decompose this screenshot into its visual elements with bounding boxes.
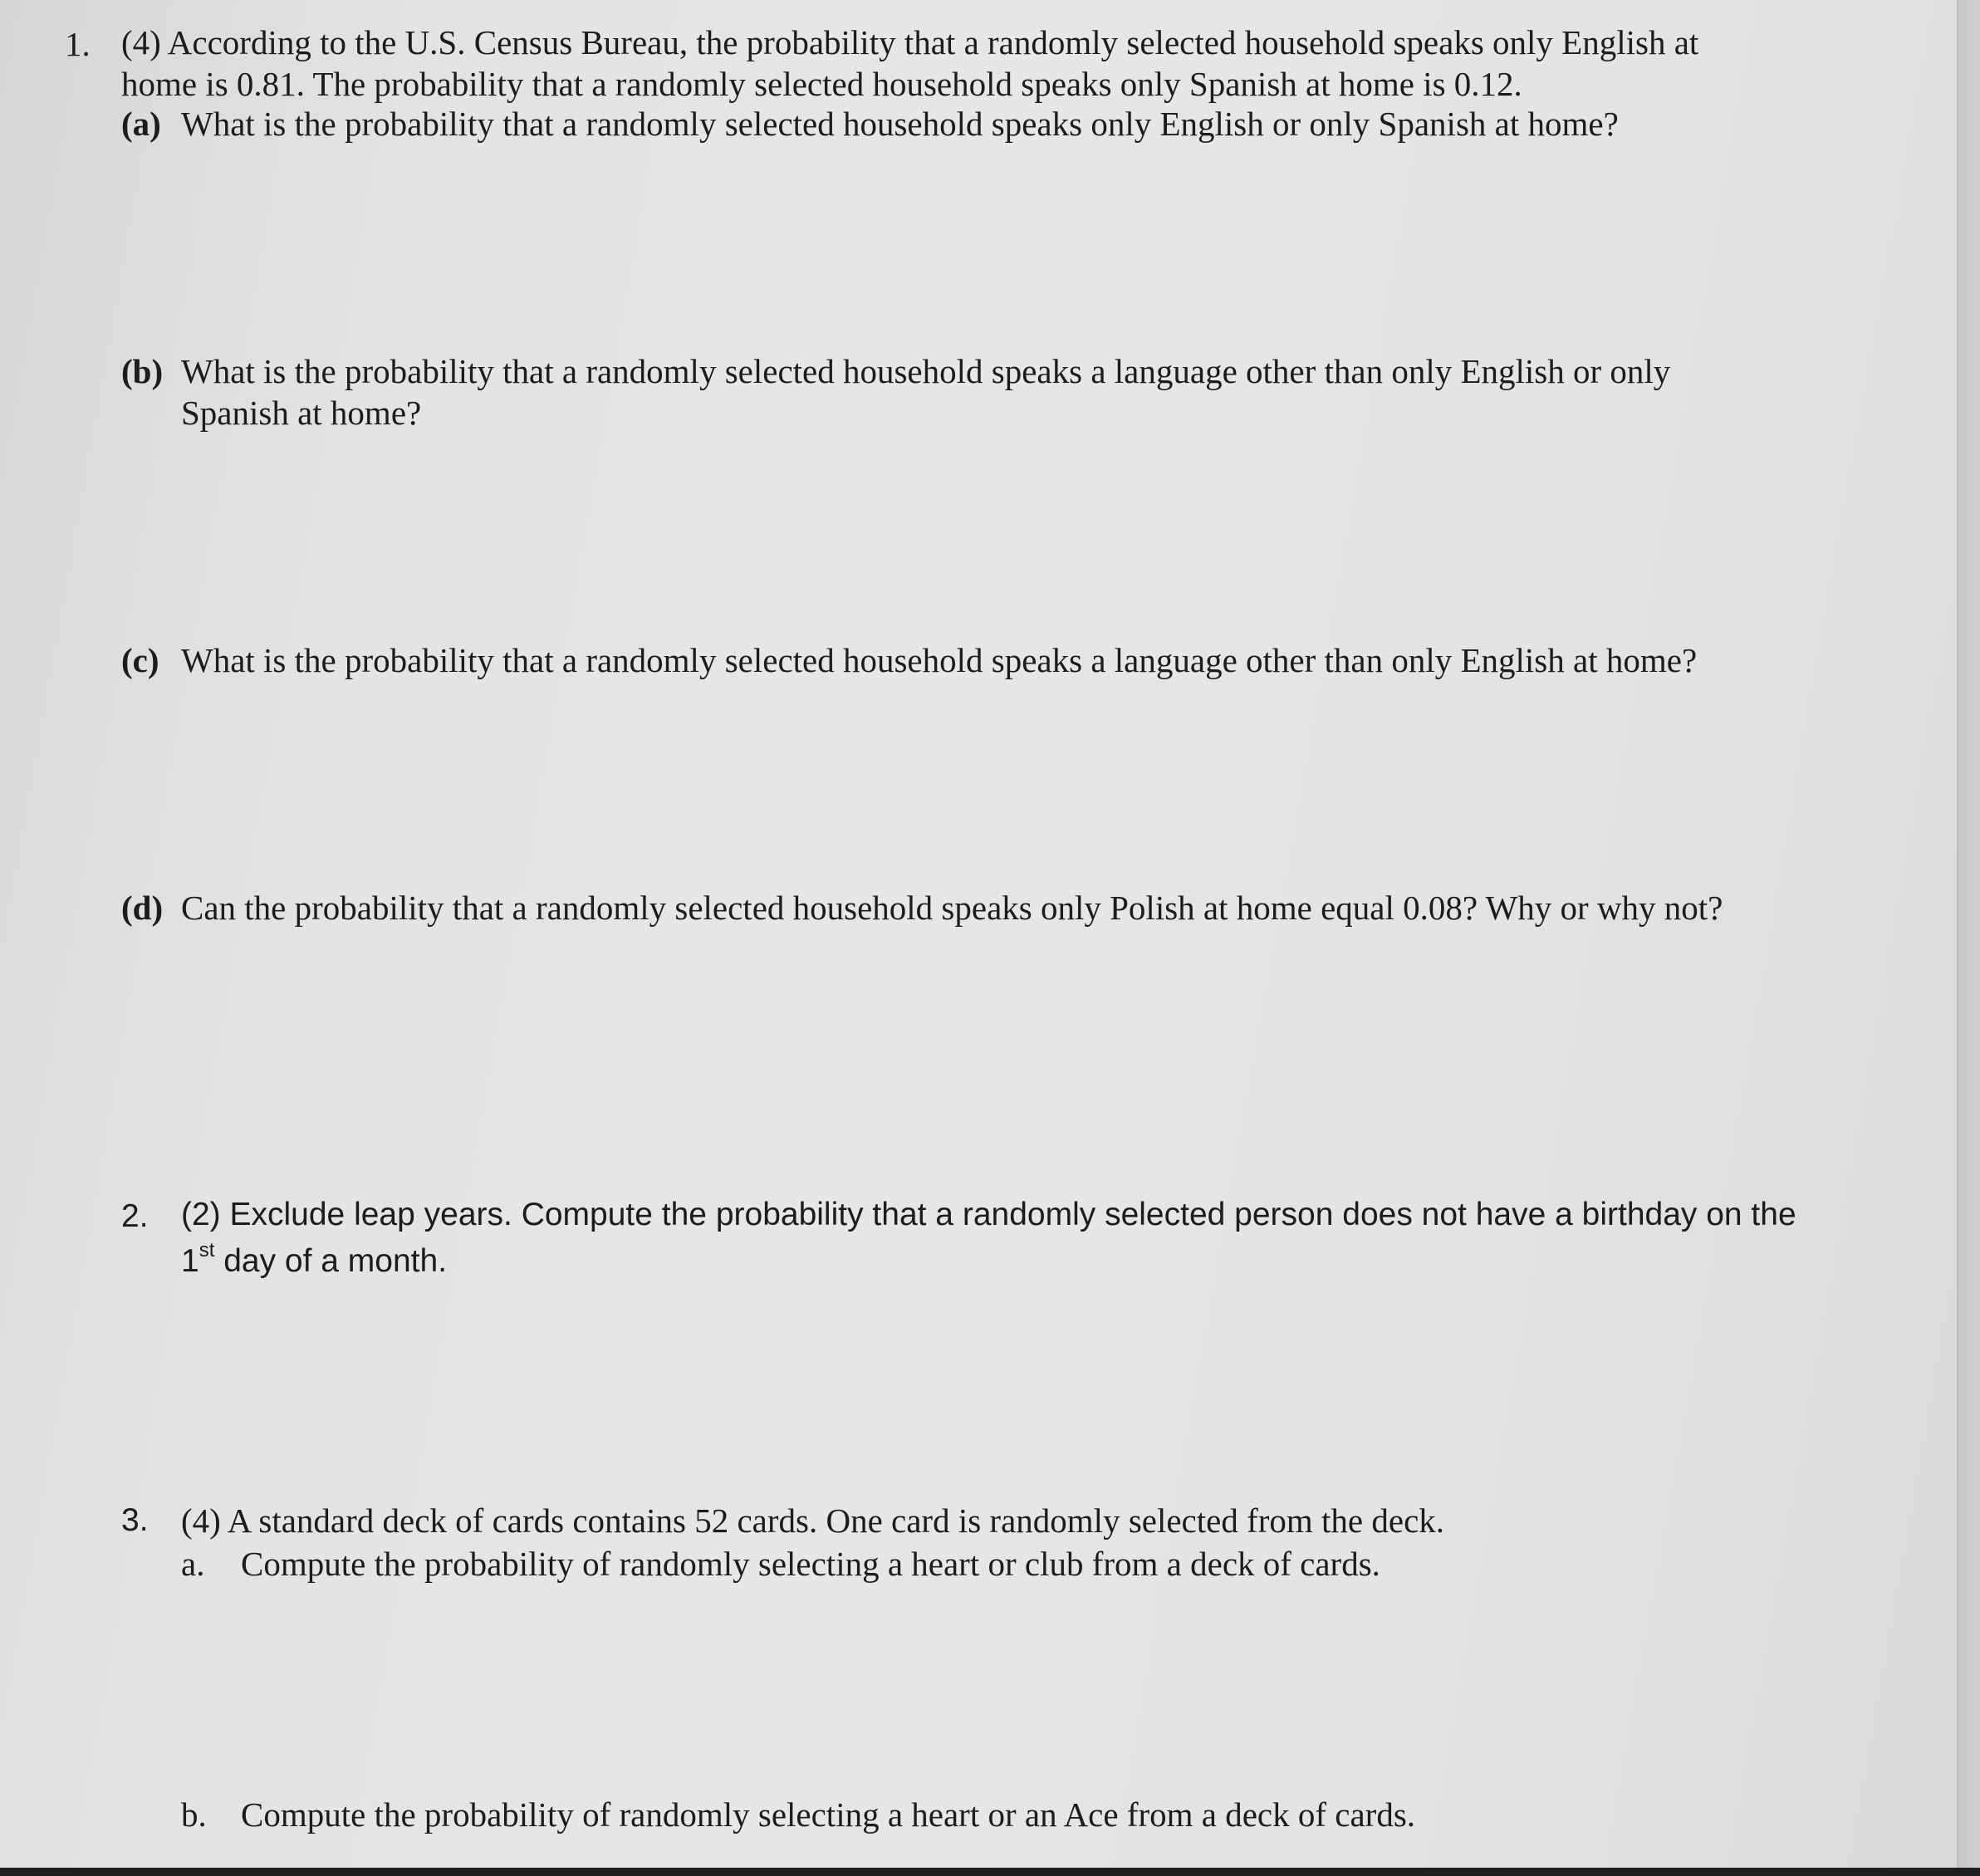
question-3-intro: (4) A standard deck of cards contains 52 cards. One card is randomly selected from the deck. bbox=[181, 1501, 1445, 1540]
question-number: 3. bbox=[121, 1502, 149, 1538]
part-b bbox=[121, 350, 1671, 392]
question-3-part-b-text: Compute the probability of randomly selecting a heart or an Ace from a deck of cards. bbox=[241, 1795, 1416, 1834]
question-3-part-b-label: b. bbox=[181, 1795, 207, 1834]
part-a bbox=[121, 103, 1619, 144]
question-3-part-a-label: a. bbox=[181, 1545, 205, 1583]
part-d bbox=[121, 887, 1723, 928]
part-c-label: (c) bbox=[121, 641, 159, 679]
question-3-part-a-text: Compute the probability of randomly selecting a heart or club from a deck of cards. bbox=[241, 1545, 1380, 1583]
part-a-text: What is the probability that a randomly selected household speaks only English or only Spanish at home? bbox=[181, 105, 1619, 143]
part-d-text: Can the probability that a randomly selected household speaks only Polish at home equal 0.08? Why or why not? bbox=[181, 889, 1723, 927]
question-2-line-2 bbox=[181, 1241, 447, 1282]
part-c bbox=[121, 639, 1698, 681]
question-2-day-number: 1 bbox=[181, 1243, 199, 1279]
page-bottom-edge bbox=[0, 1868, 1980, 1876]
part-a-label: (a) bbox=[121, 105, 161, 143]
page-right-edge bbox=[1957, 0, 1980, 1876]
part-b-label: (b) bbox=[121, 352, 164, 390]
question-2-line-1: (2) Exclude leap years. Compute the probability that a randomly selected person does not have a birthday on the bbox=[181, 1197, 1796, 1232]
question-3-part-a bbox=[181, 1543, 1380, 1585]
part-b-text-line-2: Spanish at home? bbox=[181, 394, 422, 432]
part-d-label: (d) bbox=[121, 889, 164, 927]
question-2-ordinal-suffix: st bbox=[198, 1239, 215, 1261]
question-number: 2. bbox=[121, 1198, 149, 1234]
question-3-part-b bbox=[181, 1794, 1416, 1835]
question-1-intro-line-1: (4) According to the U.S. Census Bureau, the probability that a randomly selected household speaks only English at bbox=[121, 23, 1699, 61]
question-2-line-2-text: day of a month. bbox=[214, 1243, 448, 1279]
question-number: 1. bbox=[65, 25, 91, 63]
part-c-text: What is the probability that a randomly selected household speaks a language other than only English at home? bbox=[181, 641, 1698, 679]
part-b-text-line-1: What is the probability that a randomly selected household speaks a language other than only English or only bbox=[181, 352, 1671, 390]
question-1-intro-line-2: home is 0.81. The probability that a randomly selected household speaks only Spanish at home is 0.12. bbox=[121, 65, 1522, 103]
